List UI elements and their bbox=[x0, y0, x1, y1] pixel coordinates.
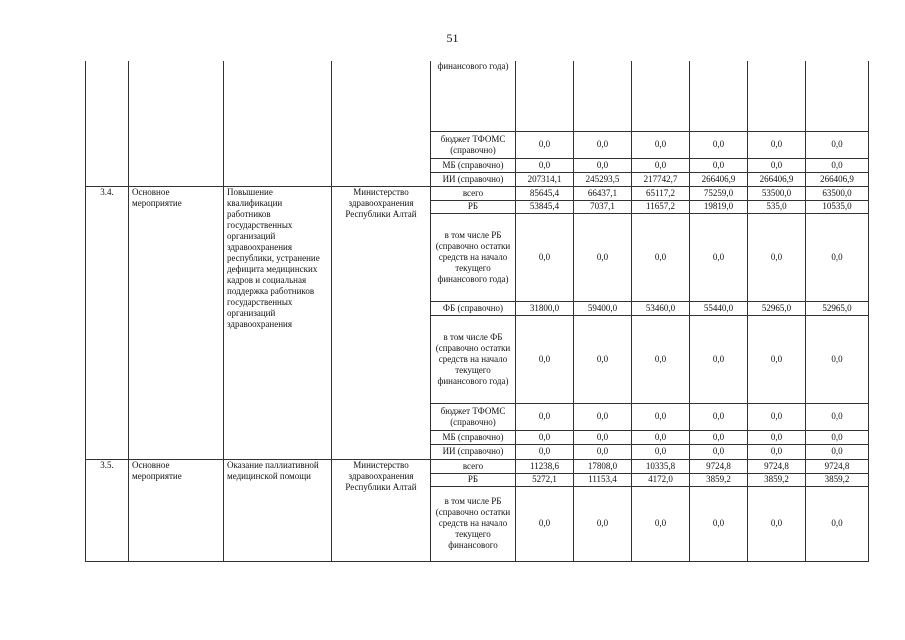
page-number: 51 bbox=[446, 31, 459, 45]
value-cell: 0,0 bbox=[516, 403, 574, 430]
funding-source: финансового года) bbox=[431, 61, 516, 131]
value-cell: 4172,0 bbox=[632, 473, 690, 486]
value-cell: 17808,0 bbox=[574, 459, 632, 473]
funding-source: МБ (справочно) bbox=[431, 430, 516, 444]
value-cell: 0,0 bbox=[574, 403, 632, 430]
funding-source: всего bbox=[431, 186, 516, 200]
funding-source: ИИ (справочно) bbox=[431, 172, 516, 186]
value-cell: 0,0 bbox=[806, 430, 869, 444]
value-cell: 0,0 bbox=[632, 444, 690, 459]
value-cell bbox=[574, 61, 632, 131]
value-cell: 0,0 bbox=[632, 131, 690, 158]
value-cell: 0,0 bbox=[806, 444, 869, 459]
value-cell: 245293,5 bbox=[574, 172, 632, 186]
value-cell: 85645,4 bbox=[516, 186, 574, 200]
value-cell: 65117,2 bbox=[632, 186, 690, 200]
value-cell: 0,0 bbox=[516, 444, 574, 459]
value-cell: 0,0 bbox=[806, 403, 869, 430]
value-cell: 0,0 bbox=[516, 315, 574, 403]
value-cell: 0,0 bbox=[690, 430, 748, 444]
value-cell: 31800,0 bbox=[516, 301, 574, 315]
value-cell bbox=[806, 61, 869, 131]
value-cell: 0,0 bbox=[516, 131, 574, 158]
row-index: 3.4. bbox=[86, 186, 129, 459]
value-cell: 63500,0 bbox=[806, 186, 869, 200]
value-cell: 266406,9 bbox=[690, 172, 748, 186]
row-index: 3.5. bbox=[86, 459, 129, 561]
value-cell: 0,0 bbox=[748, 131, 806, 158]
funding-source: ФБ (справочно) bbox=[431, 301, 516, 315]
value-cell: 9724,8 bbox=[748, 459, 806, 473]
value-cell bbox=[632, 61, 690, 131]
funding-source: РБ bbox=[431, 473, 516, 486]
value-cell: 0,0 bbox=[748, 403, 806, 430]
value-cell: 0,0 bbox=[574, 131, 632, 158]
value-cell: 0,0 bbox=[574, 315, 632, 403]
value-cell: 5272,1 bbox=[516, 473, 574, 486]
value-cell: 9724,8 bbox=[806, 459, 869, 473]
value-cell: 11153,4 bbox=[574, 473, 632, 486]
funding-source: ИИ (справочно) bbox=[431, 444, 516, 459]
value-cell: 0,0 bbox=[516, 158, 574, 172]
value-cell: 0,0 bbox=[806, 158, 869, 172]
value-cell: 0,0 bbox=[690, 403, 748, 430]
value-cell: 0,0 bbox=[748, 213, 806, 301]
value-cell: 0,0 bbox=[806, 131, 869, 158]
value-cell: 75259,0 bbox=[690, 186, 748, 200]
value-cell: 0,0 bbox=[748, 486, 806, 561]
value-cell: 3859,2 bbox=[690, 473, 748, 486]
value-cell: 0,0 bbox=[574, 158, 632, 172]
value-cell: 535,0 bbox=[748, 200, 806, 213]
value-cell: 0,0 bbox=[690, 444, 748, 459]
value-cell: 66437,1 bbox=[574, 186, 632, 200]
row-index bbox=[86, 61, 129, 186]
funding-source: бюджет ТФОМС (справочно) bbox=[431, 403, 516, 430]
value-cell: 11238,6 bbox=[516, 459, 574, 473]
value-cell bbox=[748, 61, 806, 131]
value-cell: 0,0 bbox=[632, 486, 690, 561]
row-name: Повышение квалификации работников государственных организаций здравоохранения республики, устранение дефицита медицинских кадров и социальная поддержка работников государственных организаций здравоохранения bbox=[224, 186, 332, 459]
value-cell bbox=[516, 61, 574, 131]
value-cell: 0,0 bbox=[574, 444, 632, 459]
value-cell: 52965,0 bbox=[806, 301, 869, 315]
value-cell: 0,0 bbox=[632, 315, 690, 403]
value-cell: 0,0 bbox=[748, 315, 806, 403]
budget-table bbox=[85, 61, 869, 562]
value-cell: 55440,0 bbox=[690, 301, 748, 315]
value-cell: 0,0 bbox=[632, 158, 690, 172]
funding-source: в том числе РБ (справочно остатки средств на начало текущего финансового года) bbox=[431, 213, 516, 301]
value-cell: 19819,0 bbox=[690, 200, 748, 213]
row-executor bbox=[332, 61, 431, 186]
value-cell: 0,0 bbox=[748, 430, 806, 444]
value-cell: 217742,7 bbox=[632, 172, 690, 186]
funding-source: МБ (справочно) bbox=[431, 158, 516, 172]
value-cell: 52965,0 bbox=[748, 301, 806, 315]
value-cell: 0,0 bbox=[632, 403, 690, 430]
table-row bbox=[86, 186, 869, 200]
value-cell: 266406,9 bbox=[806, 172, 869, 186]
funding-source: в том числе ФБ (справочно остатки средств на начало текущего финансового года) bbox=[431, 315, 516, 403]
value-cell: 0,0 bbox=[690, 131, 748, 158]
row-type: Основное мероприятие bbox=[129, 459, 224, 561]
funding-source: в том числе РБ (справочно остатки средств на начало текущего финансового bbox=[431, 486, 516, 561]
value-cell: 0,0 bbox=[806, 315, 869, 403]
value-cell: 0,0 bbox=[516, 430, 574, 444]
value-cell: 0,0 bbox=[806, 486, 869, 561]
value-cell: 0,0 bbox=[748, 444, 806, 459]
table-row bbox=[86, 61, 869, 131]
value-cell: 0,0 bbox=[806, 213, 869, 301]
row-executor: Министерство здравоохранения Республики Алтай bbox=[332, 459, 431, 561]
row-name bbox=[224, 61, 332, 186]
value-cell: 53460,0 bbox=[632, 301, 690, 315]
row-type bbox=[129, 61, 224, 186]
value-cell: 3859,2 bbox=[748, 473, 806, 486]
value-cell: 0,0 bbox=[574, 430, 632, 444]
value-cell: 0,0 bbox=[632, 213, 690, 301]
value-cell bbox=[690, 61, 748, 131]
row-type: Основное мероприятие bbox=[129, 186, 224, 459]
row-executor: Министерство здравоохранения Республики Алтай bbox=[332, 186, 431, 459]
value-cell: 0,0 bbox=[516, 213, 574, 301]
funding-source: РБ bbox=[431, 200, 516, 213]
value-cell: 0,0 bbox=[690, 158, 748, 172]
value-cell: 0,0 bbox=[690, 213, 748, 301]
value-cell: 10535,0 bbox=[806, 200, 869, 213]
row-name: Оказание паллиативной медицинской помощи bbox=[224, 459, 332, 561]
value-cell: 207314,1 bbox=[516, 172, 574, 186]
value-cell: 53500,0 bbox=[748, 186, 806, 200]
value-cell: 11657,2 bbox=[632, 200, 690, 213]
value-cell: 0,0 bbox=[748, 158, 806, 172]
value-cell: 10335,8 bbox=[632, 459, 690, 473]
funding-source: бюджет ТФОМС (справочно) bbox=[431, 131, 516, 158]
value-cell: 266406,9 bbox=[748, 172, 806, 186]
value-cell: 0,0 bbox=[574, 213, 632, 301]
table-row bbox=[86, 459, 869, 473]
value-cell: 0,0 bbox=[690, 315, 748, 403]
value-cell: 0,0 bbox=[516, 486, 574, 561]
value-cell: 0,0 bbox=[632, 430, 690, 444]
value-cell: 3859,2 bbox=[806, 473, 869, 486]
value-cell: 9724,8 bbox=[690, 459, 748, 473]
value-cell: 7037,1 bbox=[574, 200, 632, 213]
value-cell: 0,0 bbox=[690, 486, 748, 561]
funding-source: всего bbox=[431, 459, 516, 473]
value-cell: 59400,0 bbox=[574, 301, 632, 315]
value-cell: 53845,4 bbox=[516, 200, 574, 213]
value-cell: 0,0 bbox=[574, 486, 632, 561]
